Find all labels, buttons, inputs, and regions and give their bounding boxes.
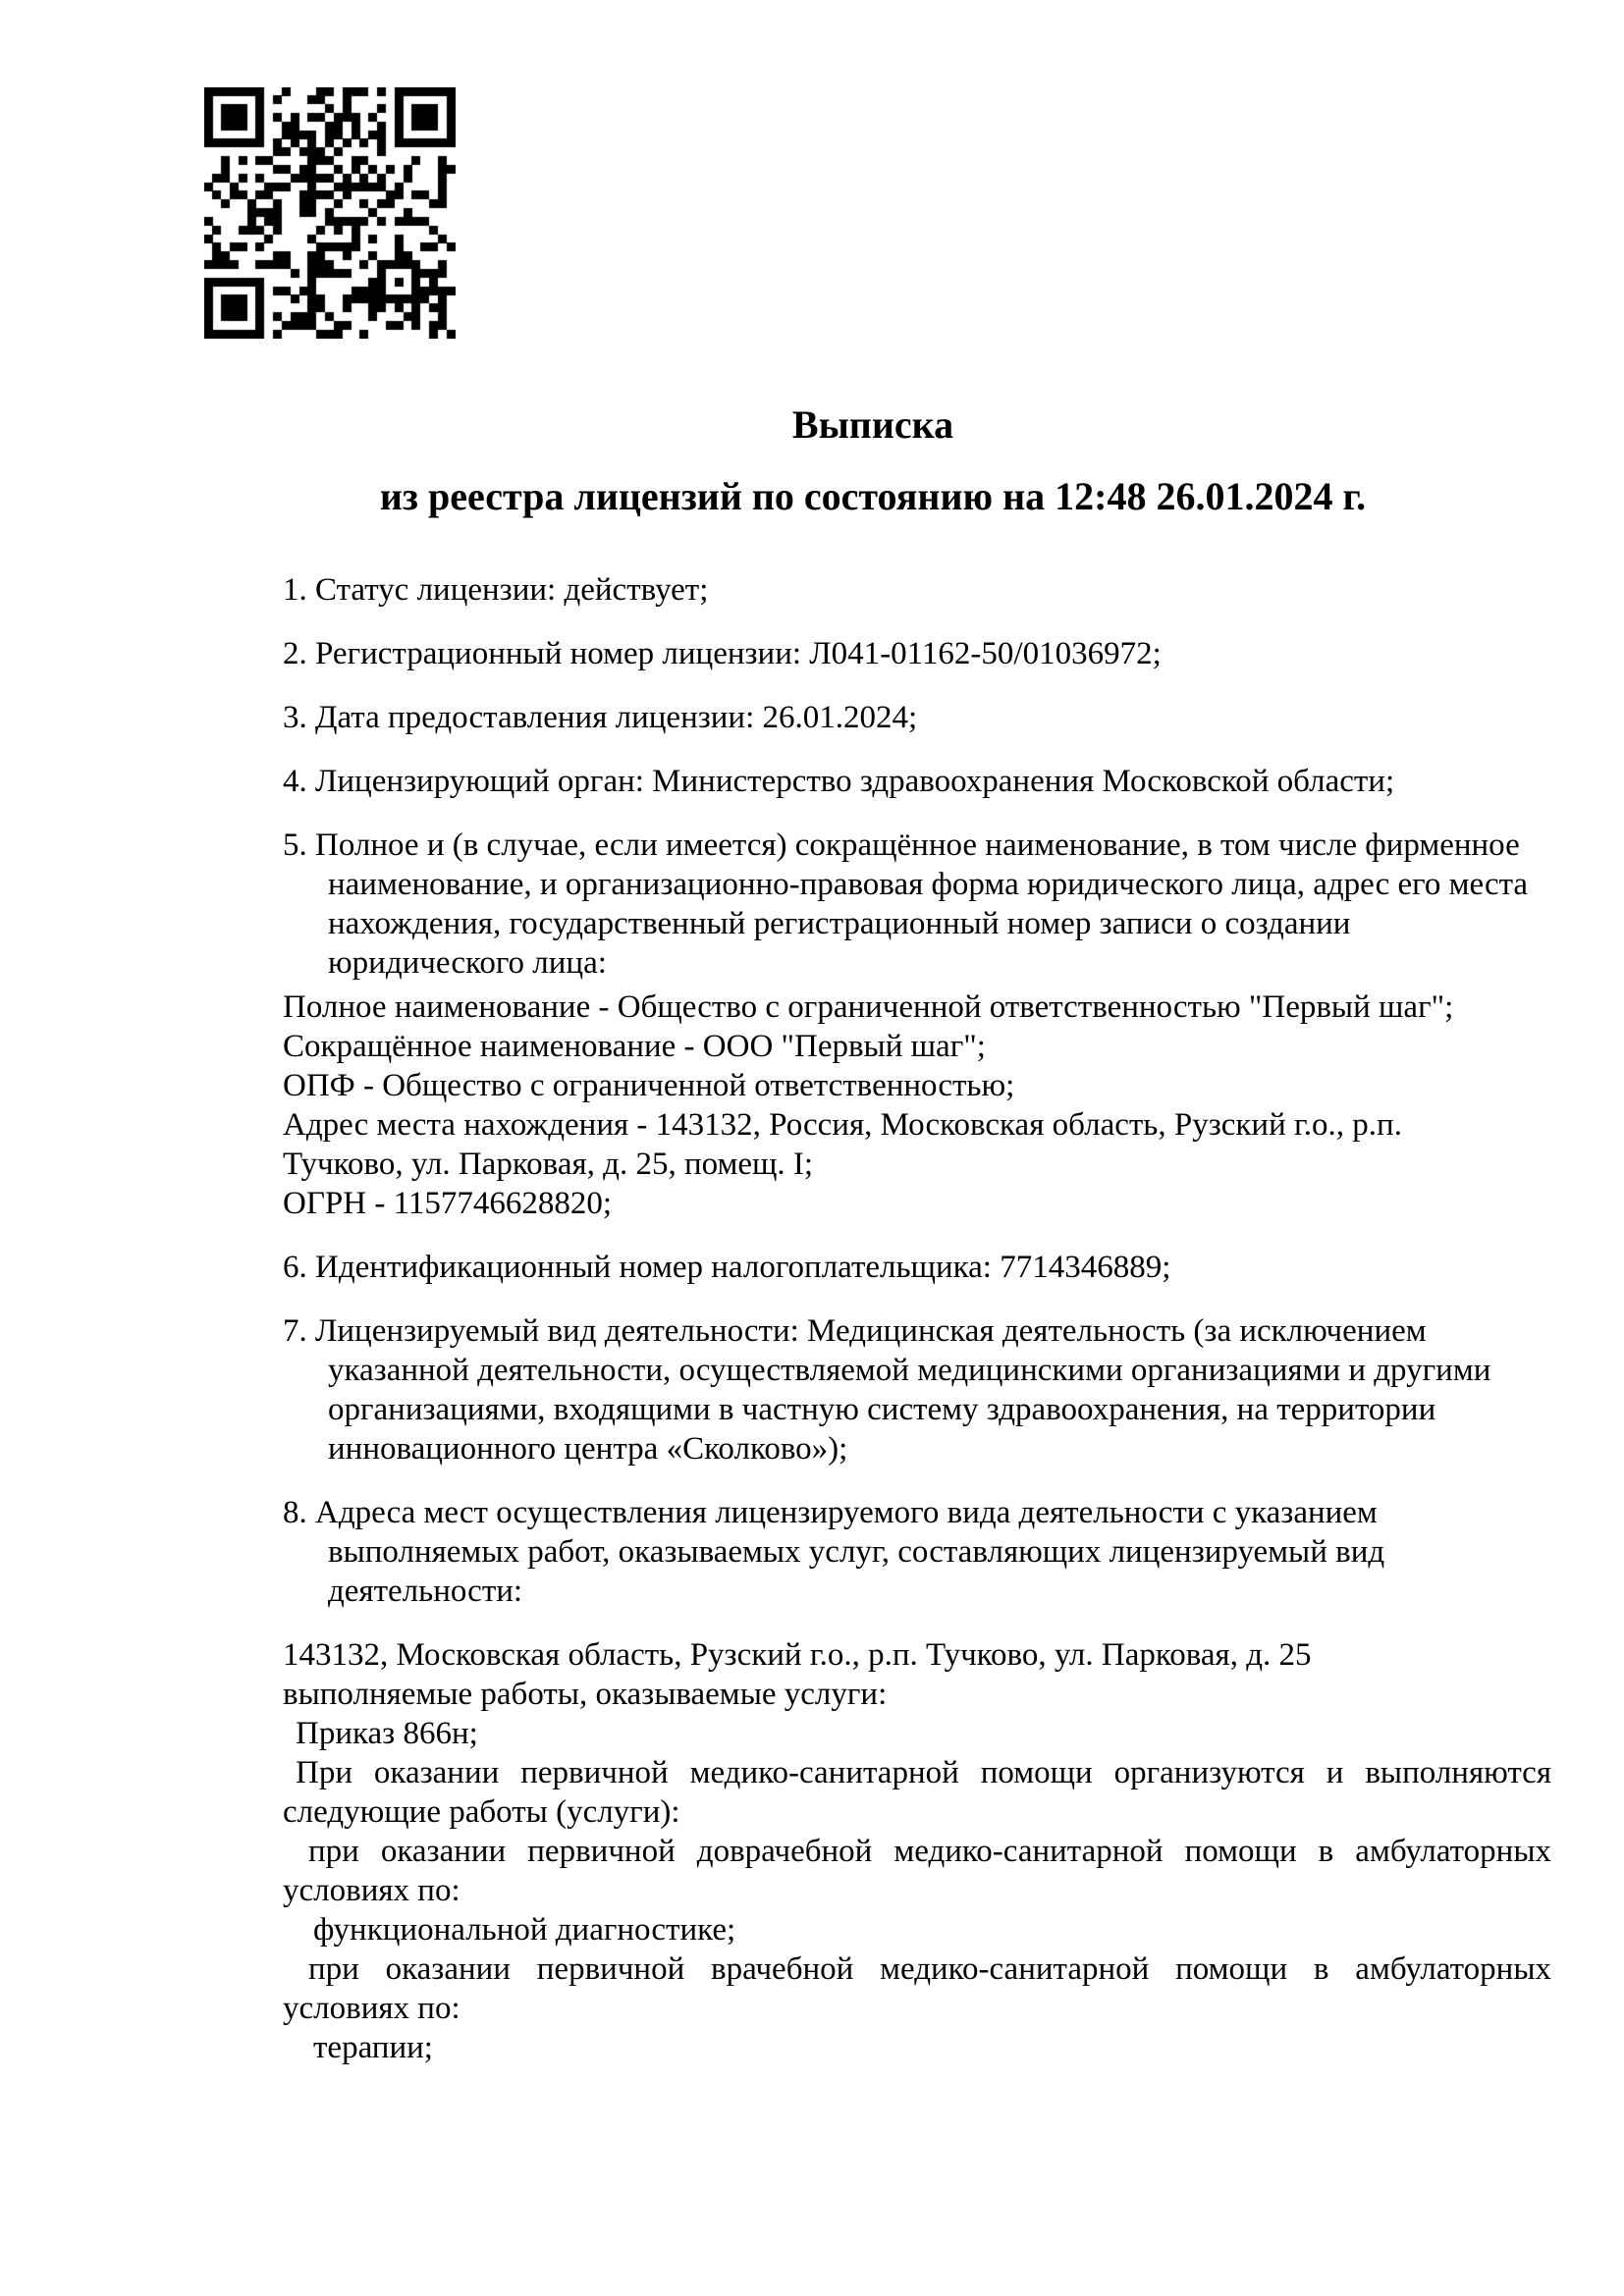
text-line: условиях по: [283,1991,460,2026]
paragraph [283,570,1551,610]
paragraph [283,1311,1551,1468]
paragraph [283,698,1551,737]
text-line: Тучково, ул. Парковая, д. 25, помещ. I; [283,1147,814,1182]
text-line: 2. Регистрационный номер лицензии: Л041-01162-50/01036972; [283,636,1162,671]
text-line: при оказании первичной врачебной медико-санитарной помощи в амбулаторных [308,1951,1551,1987]
text-line: выполняемых работ, оказываемых услуг, составляющих лицензируемый вид [328,1534,1385,1570]
text-line: указанной деятельности, осуществляемой медицинскими организациями и другими [328,1353,1491,1388]
paragraph [283,988,1551,1223]
text-line: при оказании первичной доврачебной медико-санитарной помощи в амбулаторных [308,1834,1551,1869]
text-line: Адрес места нахождения - 143132, Россия, Московская область, Рузский г.о., р.п. [283,1107,1402,1143]
text-line: При оказании первичной медико-санитарной помощи организуются и выполняются [296,1755,1551,1790]
document-title-block [283,402,1463,519]
text-line: нахождения, государственный регистрационный номер записи о создании [328,906,1351,941]
text-line: 143132, Московская область, Рузский г.о., р.п. Тучково, ул. Парковая, д. 25 [283,1637,1312,1673]
document-title: Выписка [791,402,954,447]
text-line: 4. Лицензирующий орган: Министерство здравоохранения Московской области; [283,764,1395,799]
text-line: условиях по: [283,1873,460,1908]
text-line: 6. Идентификационный номер налогоплательщика: 7714346889; [283,1250,1171,1285]
paragraph [283,1635,1551,2067]
text-line: инновационного центра «Сколково»); [328,1431,848,1467]
text-line: юридического лица: [328,945,607,981]
paragraph [283,826,1551,983]
paragraph [283,1493,1551,1611]
text-line: ОГРН - 1157746628820; [283,1186,613,1221]
document-content [283,0,1551,2092]
text-line: деятельности: [328,1574,523,1609]
text-line: выполняемые работы, оказываемые услуги: [283,1677,888,1712]
text-line: 5. Полное и (в случае, если имеется) сокращённое наименование, в том числе фирменное [283,828,1520,863]
text-line: функциональной диагностике; [313,1912,736,1948]
paragraph [283,634,1551,673]
text-line: терапии; [313,2030,433,2065]
paragraph [283,1248,1551,1287]
text-line: наименование, и организационно-правовая форма юридического лица, адрес его места [328,867,1529,902]
paragraph [283,762,1551,801]
text-line: следующие работы (услуги): [283,1794,680,1830]
document-subtitle: из реестра лицензий по состоянию на 12:48 26.01.2024 г. [379,474,1367,518]
text-line: 1. Статус лицензии: действует; [283,572,709,608]
text-line: Приказ 866н; [296,1716,478,1751]
text-line: организациями, входящими в частную систему здравоохранения, на территории [328,1392,1436,1427]
text-line: 8. Адреса мест осуществления лицензируемого вида деятельности с указанием [283,1495,1378,1530]
text-line: 3. Дата предоставления лицензии: 26.01.2024; [283,700,918,735]
text-line: ОПФ - Общество с ограниченной ответственностью; [283,1068,1015,1103]
text-line: 7. Лицензируемый вид деятельности: Медицинская деятельность (за исключением [283,1313,1427,1349]
text-line: Полное наименование - Общество с ограниченной ответственностью "Первый шаг"; [283,989,1454,1025]
text-line: Сокращённое наименование - ООО "Первый шаг"; [283,1029,986,1064]
document-body [283,570,1551,2067]
